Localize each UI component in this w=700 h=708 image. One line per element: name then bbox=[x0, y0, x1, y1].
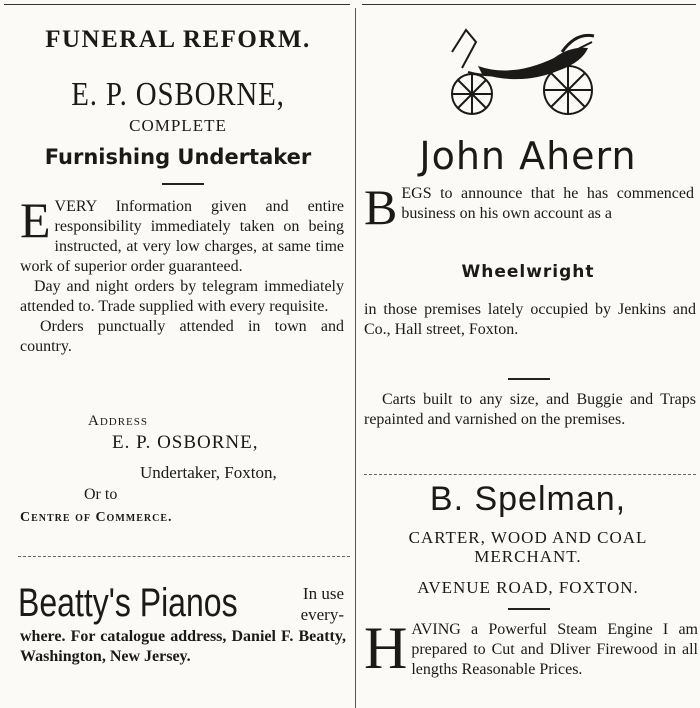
ahern-para3: Carts built to any size, and Buggie and Traps repainted and varnished on the premises. bbox=[364, 391, 696, 428]
ahern-para2: in those premises lately occupied by Jenkins and Co., Hall street, Foxton. bbox=[364, 301, 696, 338]
wheelwright-label: Wheelwright bbox=[461, 262, 595, 282]
beatty-side-text: In use every- bbox=[300, 584, 344, 624]
separator-funeral bbox=[162, 183, 204, 185]
ahern-para1: EGS to announce that he has commenced business on his own account as a bbox=[401, 185, 694, 222]
or-to: Or to bbox=[84, 486, 118, 503]
separator-spelman bbox=[508, 608, 550, 610]
spelman-body bbox=[364, 615, 698, 681]
separator-ahern bbox=[508, 378, 550, 380]
funeral-heading: FUNERAL REFORM. bbox=[45, 26, 311, 53]
funeral-drop-cap: E bbox=[20, 192, 51, 248]
ahern-intro bbox=[364, 179, 694, 235]
ahern-drop-cap: B bbox=[364, 179, 398, 235]
beatty-body: where. For catalogue address, Daniel F. Beatty, Washington, New Jersey. bbox=[20, 628, 346, 665]
funeral-body bbox=[20, 192, 344, 357]
buggy-body bbox=[478, 48, 588, 79]
spelman-trade: CARTER, WOOD AND COAL MERCHANT. bbox=[408, 528, 648, 566]
spelman-drop-cap: H bbox=[364, 615, 408, 681]
spelman-para: AVING a Powerful Steam Engine I am prepared to Cut and Dliver Firewood in all lengths Reasonable Prices. bbox=[411, 621, 698, 678]
spelman-name: B. Spelman, bbox=[429, 480, 627, 518]
funeral-para1: VERY Information given and entire responsibility immediately taken on being instructed, at very low charges, at same time work of superior order guaranteed. bbox=[20, 198, 344, 275]
funeral-para2: Day and night orders by telegram immediately attended to. Trade supplied with every requisite. bbox=[20, 278, 344, 315]
centre-of-commerce: Centre of Commerce. bbox=[20, 510, 173, 525]
osborne-name: E. P. OSBORNE, bbox=[71, 76, 285, 113]
address-label: Address bbox=[88, 413, 149, 429]
osborne-signature: E. P. OSBORNE, bbox=[112, 432, 259, 453]
complete-label: COMPLETE bbox=[129, 116, 227, 135]
spelman-address: AVENUE ROAD, FOXTON. bbox=[417, 578, 639, 597]
ahern-name: John Ahern bbox=[419, 134, 637, 178]
buggy-illustration bbox=[442, 22, 602, 118]
undertaker-foxton: Undertaker, Foxton, bbox=[140, 463, 277, 482]
divider-left bbox=[18, 556, 350, 557]
divider-right bbox=[364, 474, 696, 475]
undertaker-title: Furnishing Undertaker bbox=[44, 145, 312, 169]
beatty-title: Beatty's Pianos bbox=[18, 581, 238, 625]
right-column bbox=[356, 0, 700, 708]
funeral-para3: Orders punctually attended in town and country. bbox=[20, 318, 344, 355]
